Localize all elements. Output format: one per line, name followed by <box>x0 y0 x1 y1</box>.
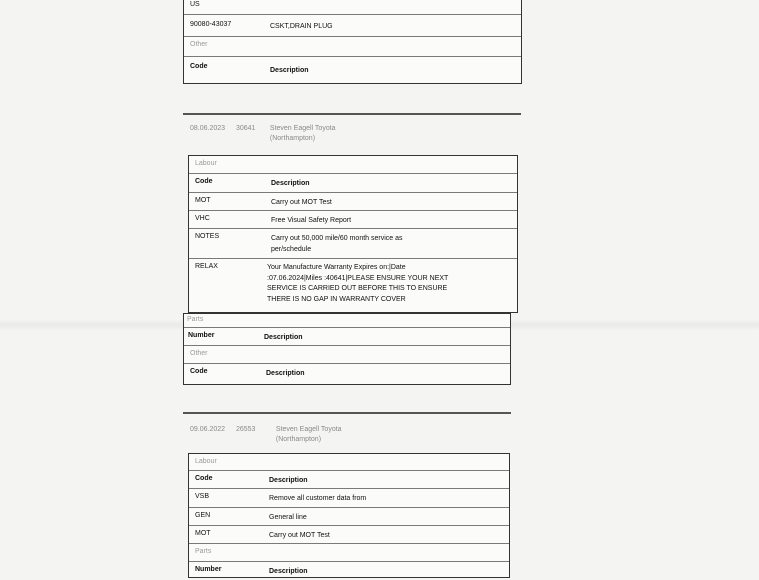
service-mileage: 26553 <box>235 426 256 433</box>
section-label-parts: Parts <box>189 544 509 562</box>
record2-labour-table <box>188 453 510 578</box>
record1-header <box>190 124 336 144</box>
section-label-other: Other <box>184 346 510 364</box>
table-row <box>184 15 521 37</box>
record1-labour-table <box>188 155 518 313</box>
record1-parts-other-table <box>183 313 511 385</box>
section-label-other: Other <box>184 37 521 57</box>
service-date: 09.06.2022 <box>190 426 226 433</box>
row-code: US <box>190 1 200 8</box>
table-row: NOTES Carry out 50,000 mile/60 month service as per/schedule <box>189 229 517 259</box>
table-row: VHC Free Visual Safety Report <box>189 211 517 229</box>
table-row: MOT Carry out MOT Test <box>189 193 517 211</box>
record-separator <box>183 113 521 115</box>
table-row <box>184 0 521 15</box>
record2-header <box>190 425 342 445</box>
table-header-row: Code Description <box>190 63 309 74</box>
section-label-labour: Labour <box>189 454 509 471</box>
record-separator <box>183 412 511 414</box>
table-row: GEN General line <box>189 508 509 526</box>
table-header-row: Number Description <box>184 328 510 346</box>
record0-other-table <box>183 0 522 84</box>
table-row: MOT Carry out MOT Test <box>189 526 509 544</box>
row-code: 90080-43037 <box>190 21 232 28</box>
garage-name: Steven Eagell Toyota (Northampton) <box>269 125 336 142</box>
table-row: VSB Remove all customer data from <box>189 489 509 508</box>
service-date: 08.06.2023 <box>190 125 226 132</box>
garage-name: Steven Eagell Toyota (Northampton) <box>275 426 342 443</box>
section-label-parts: Parts <box>184 314 510 328</box>
table-header-row: Code Description <box>189 174 517 193</box>
table-row: RELAX Your Manufacture Warranty Expires on:|Date :07.06.2024|Miles :40641|PLEASE ENSURE YOUR NEXT SERVICE IS CARRIED OUT BEFORE THIS TO ENSURE THERE IS NO GAP IN WARRANTY COVER <box>195 263 449 303</box>
row-description: CSKT,DRAIN PLUG <box>270 23 333 30</box>
service-mileage: 30641 <box>235 125 256 132</box>
table-header-row: Code Description <box>189 471 509 489</box>
section-label-labour: Labour <box>189 156 517 174</box>
table-header-row: Number Description <box>195 566 308 575</box>
table-header-row: Code Description <box>190 368 305 377</box>
